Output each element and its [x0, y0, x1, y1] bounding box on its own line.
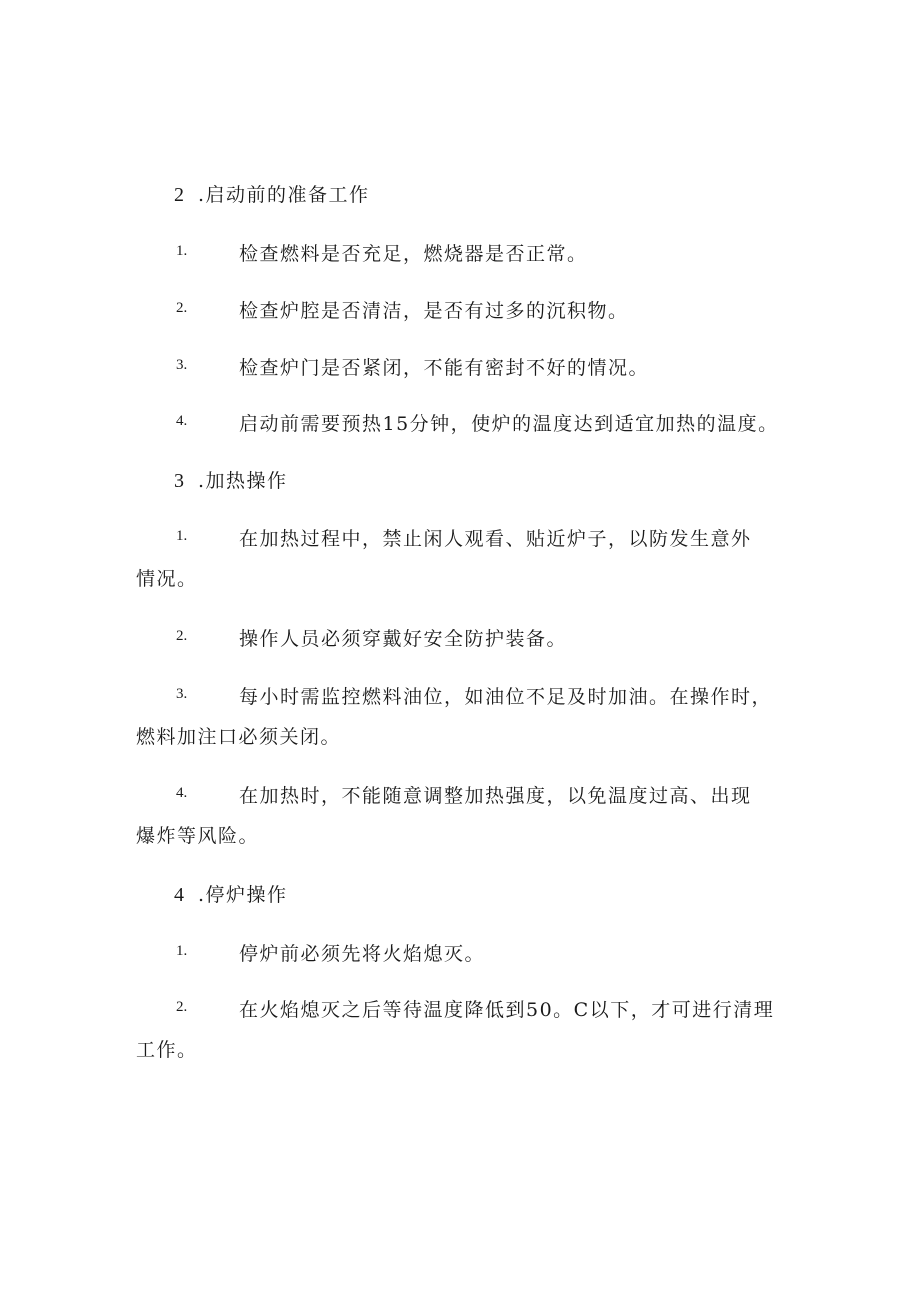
section-number: 2: [174, 184, 186, 206]
item-number: 4.: [176, 413, 188, 429]
item-number: 1.: [176, 243, 188, 259]
section-title: .加热操作: [198, 470, 288, 492]
item-text: 启动前需要预热15分钟，使炉的温度达到适宜加热的温度。: [239, 413, 779, 435]
item-number: 2.: [176, 999, 188, 1015]
item-text: 操作人员必须穿戴好安全防护装备。: [239, 628, 568, 650]
item-number: 2.: [176, 628, 188, 644]
section-title: .启动前的准备工作: [198, 184, 370, 206]
item-text: 检查炉腔是否清洁，是否有过多的沉积物。: [239, 300, 629, 322]
section-heading-2: [174, 180, 370, 207]
item-number: 3.: [176, 357, 188, 373]
item-text-continued: 情况。: [136, 568, 198, 590]
item-text: 停炉前必须先将火焰熄灭。: [239, 943, 486, 965]
section-number: 4: [174, 884, 186, 906]
item-text: 在加热过程中，禁止闲人观看、贴近炉子，以防发生意外: [239, 528, 752, 550]
item-text-continued: 工作。: [136, 1039, 198, 1061]
section-heading-3: [174, 466, 288, 493]
item-number: 1.: [176, 943, 188, 959]
section-title: .停炉操作: [198, 884, 288, 906]
item-number: 2.: [176, 300, 188, 316]
item-text-continued: 爆炸等风险。: [136, 825, 260, 847]
item-number: 3.: [176, 686, 188, 702]
item-text: 检查燃料是否充足，燃烧器是否正常。: [239, 243, 588, 265]
item-text: 在加热时，不能随意调整加热强度，以免温度过高、出现: [239, 785, 752, 807]
item-number: 4.: [176, 785, 188, 801]
section-heading-4: [174, 880, 288, 907]
item-text: 检查炉门是否紧闭，不能有密封不好的情况。: [239, 357, 650, 379]
section-number: 3: [174, 470, 186, 492]
item-text: 每小时需监控燃料油位，如油位不足及时加油。在操作时，: [239, 686, 773, 708]
item-number: 1.: [176, 528, 188, 544]
item-text: 在火焰熄灭之后等待温度降低到50。C以下，才可进行清理: [239, 999, 775, 1021]
item-text-continued: 燃料加注口必须关闭。: [136, 726, 342, 748]
